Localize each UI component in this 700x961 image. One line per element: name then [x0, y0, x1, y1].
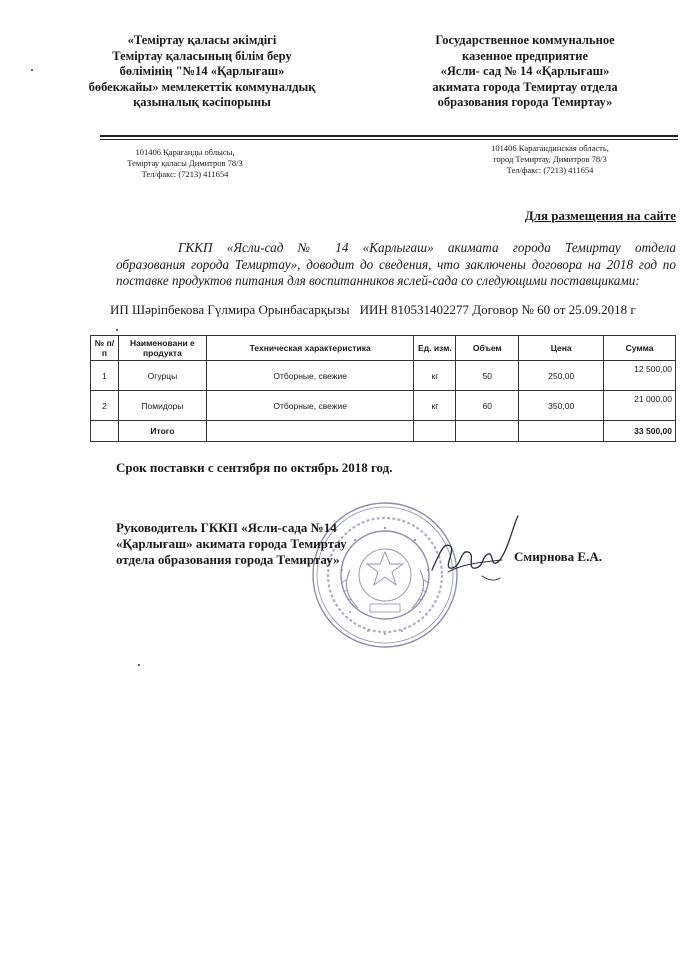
intro-paragraph — [116, 240, 676, 290]
header-right-line: «Ясли- сад № 14 «Қарлығаш» — [440, 64, 610, 78]
header-right-line: Государственное коммунальное — [435, 33, 615, 47]
supplier-contract: Договор № 60 от 25.09.2018 г — [472, 302, 636, 317]
header-right-line: казенное предприятие — [461, 48, 589, 63]
table-header-row — [91, 336, 676, 361]
header-rule-thick — [100, 135, 678, 137]
header-left-line: бөлімінің "№14 «Қарлығаш» — [119, 64, 285, 78]
cell-spec: Отборные, свежие — [206, 361, 414, 391]
col-header-unit: Ед. изм. — [414, 336, 456, 361]
address-left — [100, 147, 270, 180]
header-right-russian — [400, 33, 650, 111]
scan-speck — [31, 69, 33, 71]
table-row — [91, 361, 676, 391]
cell-sum: 21 000,00 — [604, 391, 676, 421]
cell-empty — [206, 421, 414, 442]
header-left-line: «Теміртау қаласы әкімдігі — [127, 33, 277, 47]
col-header-spec: Техническая характеристика — [206, 336, 414, 361]
cell-price: 350,00 — [519, 391, 604, 421]
signer-line: Руководитель ГККП «Ясли-сада №14 — [116, 520, 337, 535]
col-header-volume: Объем — [456, 336, 519, 361]
total-sum: 33 500,00 — [604, 421, 676, 442]
cell-num: 2 — [91, 391, 119, 421]
address-left-line: Теміртау қаласы Димитров 78/3 — [127, 158, 243, 168]
cell-price: 250,00 — [519, 361, 604, 391]
header-left-line: Теміртау қаласының білім беру — [112, 48, 292, 63]
col-header-price: Цена — [519, 336, 604, 361]
cell-product: Помидоры — [118, 391, 206, 421]
intro-line: ГККП «Ясли-сад № 14 «Карлыгаш» акимата города Темиртау отдела — [178, 240, 676, 255]
supplier-iin: ИИН 810531402277 — [359, 302, 470, 317]
address-left-line: Тел/факс: (7213) 411654 — [141, 169, 229, 179]
col-header-num: № п/п — [91, 336, 119, 361]
header-left-line: қазыналық кәсіпорыны — [133, 95, 271, 109]
supplier-name: ИП Шәріпбекова Гүлмира Орынбасарқызы — [110, 302, 350, 317]
products-table — [90, 335, 676, 442]
total-label: Итого — [118, 421, 206, 442]
signer-name: Смирнова Е.А. — [514, 549, 602, 564]
header-rule-thin — [100, 139, 678, 140]
address-right-line: Тел/факс: (7213) 411654 — [506, 165, 594, 175]
header-right-line: акимата города Темиртау отдела — [432, 79, 618, 94]
cell-empty — [519, 421, 604, 442]
table-total-row — [91, 421, 676, 442]
cell-volume: 60 — [456, 391, 519, 421]
cell-unit: кг — [414, 391, 456, 421]
signer-line: «Қарлығаш» акимата города Темиртау — [116, 536, 347, 551]
intro-line: образования города Темиртау», доводит до сведения, что заключены договора на 2018 год по — [116, 256, 676, 272]
scan-speck — [116, 329, 118, 331]
site-placement-note: Для размещения на сайте — [524, 208, 676, 223]
cell-product: Огурцы — [118, 361, 206, 391]
header-left-line: бөбекжайы» мемлекеттік коммуналдық — [88, 79, 316, 94]
delivery-period: Срок поставки с сентября по октябрь 2018 год. — [116, 460, 393, 475]
cell-volume: 50 — [456, 361, 519, 391]
supplier-line — [110, 302, 636, 318]
header-right-line: образования города Темиртау» — [437, 95, 613, 109]
address-right — [460, 143, 640, 176]
address-right-line: 101406 Карагандинская область, — [491, 143, 609, 153]
cell-empty — [456, 421, 519, 442]
col-header-sum: Сумма — [604, 336, 676, 361]
scan-speck — [138, 664, 140, 666]
col-header-product: Наименовани е продукта — [118, 336, 206, 361]
intro-line: поставке продуктов питания для воспитанников яслей-сада со следующими поставщиками: — [116, 273, 640, 288]
cell-empty — [91, 421, 119, 442]
cell-num: 1 — [91, 361, 119, 391]
signer-line: отдела образования города Темиртау» — [116, 552, 340, 567]
address-right-line: город Темиртау, Димитров 78/3 — [493, 154, 607, 164]
cell-empty — [414, 421, 456, 442]
cell-sum: 12 500,00 — [604, 361, 676, 391]
header-left-kazakh — [62, 33, 342, 111]
cell-spec: Отборные, свежие — [206, 391, 414, 421]
handwritten-signature — [422, 512, 522, 592]
cell-unit: кг — [414, 361, 456, 391]
address-left-line: 101406 Қарағанды облысы, — [135, 147, 235, 157]
signer-block — [116, 520, 347, 568]
table-row — [91, 391, 676, 421]
